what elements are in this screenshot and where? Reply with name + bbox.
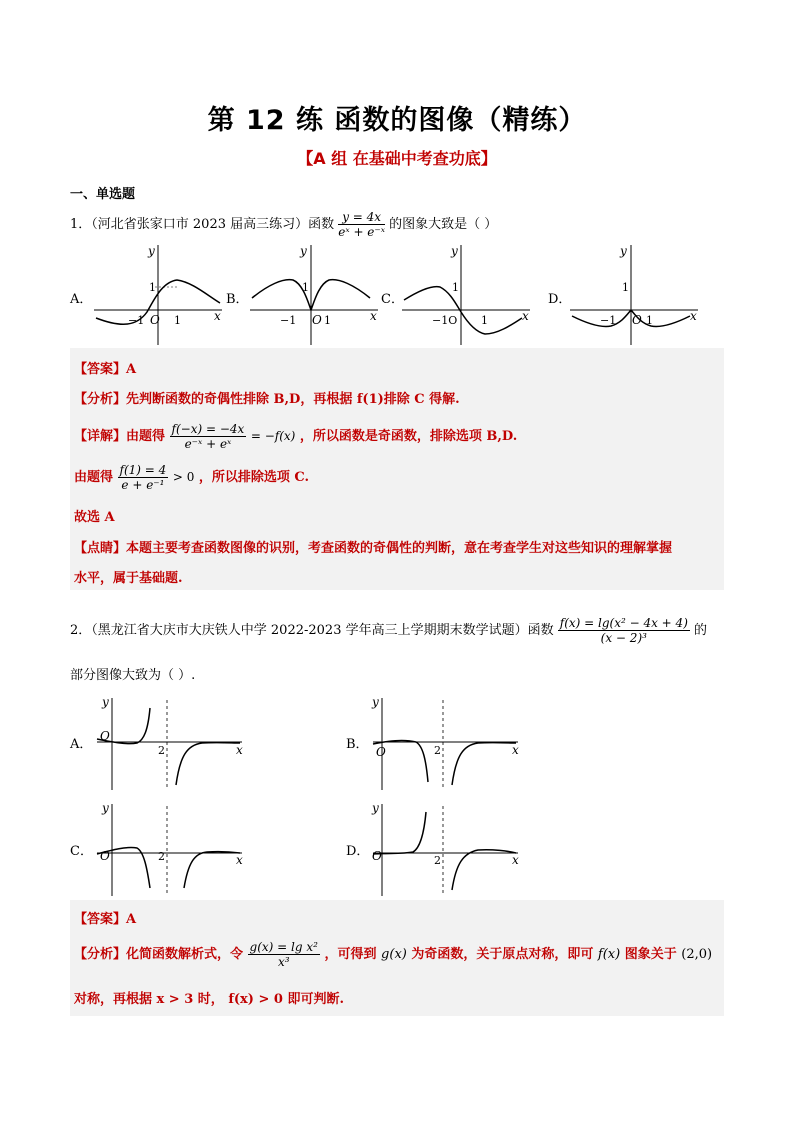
tick-1: 1 <box>646 314 653 327</box>
q2-option-c-label: C． <box>70 844 93 859</box>
tick-neg1: −1 <box>280 314 297 327</box>
q2-graph-a <box>92 690 252 795</box>
q1-detail: 【详解】由题得 $\frac{f(-x) = -4x}{\text{e⁻ˣ + eˣ}}$ = −f(x) ，所以函数是奇函数，排除选项 B,D. <box>74 422 518 451</box>
tick-1: 1 <box>481 314 488 327</box>
tick-neg1: −1 <box>600 314 617 327</box>
origin: O <box>632 313 642 327</box>
q1-choice: 故选 A <box>74 510 115 525</box>
q1-formula: $\frac{y = 4x}{\text{eˣ + e⁻ˣ}}$ <box>338 210 386 239</box>
q2-option-a-label: A． <box>70 737 93 752</box>
x-label: x <box>522 309 529 323</box>
q1-comment-2: 水平，属于基础题. <box>74 571 183 586</box>
tick-2: 2 <box>434 854 441 867</box>
q2-analysis-formula: $\frac{\text{g(x) = lg x²}}{\text{x³}}$ <box>249 940 318 969</box>
y-label: y <box>372 695 379 709</box>
q2-formula: $\frac{\text{f(x) = lg(x² − 4x + 4)}}{\text{(x − 2)³}}$ <box>559 616 688 645</box>
tick-1: 1 <box>302 281 309 294</box>
q2-option-d-label: D． <box>346 844 370 859</box>
page-title: 第 12 练 函数的图像（精练） <box>207 105 587 136</box>
q1-option-b-label: B． <box>226 292 249 307</box>
q1-line2: 由题得 $\frac{f(1) = 4}{\text{e + e⁻¹}}$ > 0 ，所以排除选项 C. <box>74 463 310 492</box>
tick-2: 2 <box>434 744 441 757</box>
section-heading: 一、单选题 <box>70 187 136 202</box>
q2-analysis-mid2: 为奇函数，关于原点对称，即可 <box>411 947 594 962</box>
q1-answer: 【答案】A <box>74 362 137 377</box>
q2-stem-pre: 2．（黑龙江省大庆市大庆铁人中学 2022-2023 学年高三上学期期末数学试题）函数 <box>70 623 554 638</box>
q1-graph-a <box>92 240 227 348</box>
q2-analysis-mid3: 图象关于 <box>624 947 677 962</box>
x-label: x <box>690 309 697 323</box>
x-label: x <box>236 743 243 757</box>
q2-option-b-label: B． <box>346 737 369 752</box>
origin: O <box>372 849 382 863</box>
q2-point: (2,0) <box>681 947 713 962</box>
q1-detail-formula: $\frac{f(-x) = -4x}{\text{e⁻ˣ + eˣ}}$ <box>171 422 245 451</box>
q1-graph-b <box>248 240 383 348</box>
tick-1: 1 <box>622 281 629 294</box>
origin: O <box>150 313 160 327</box>
y-label: y <box>451 244 458 258</box>
q2-fx: f(x) <box>597 947 621 962</box>
q1-analysis: 【分析】先判断函数的奇偶性排除 B,D，再根据 f(1)排除 C 得解. <box>74 392 460 407</box>
y-label: y <box>102 801 109 815</box>
q1-option-d-label: D． <box>548 292 572 307</box>
q1-stem-pre: 1．（河北省张家口市 2023 届高三练习）函数 <box>70 217 335 232</box>
q1-graph-d <box>568 240 703 348</box>
q1-stem-post: 的图象大致是（ ） <box>389 217 498 232</box>
origin: O <box>100 729 110 743</box>
x-label: x <box>512 853 519 867</box>
y-label: y <box>372 801 379 815</box>
tick-2: 2 <box>158 850 165 863</box>
question-2-stem <box>70 616 730 645</box>
q1-line2-pre: 由题得 <box>74 470 114 485</box>
tick-neg1-origin: −1O <box>432 314 458 327</box>
q1-detail-label: 【详解】由题得 <box>74 429 166 444</box>
q2-graph-c <box>92 798 252 898</box>
question-1-stem <box>70 210 730 239</box>
q1-detail-tail: ，所以函数是奇函数，排除选项 B,D. <box>299 429 518 444</box>
q2-analysis-pre: 【分析】化简函数解析式，令 <box>74 947 244 962</box>
q1-line2-tail: ，所以排除选项 C. <box>198 470 310 485</box>
x-label: x <box>214 309 221 323</box>
q2-analysis-line2: 对称，再根据 x > 3 时， f(x) > 0 即可判断. <box>74 992 345 1007</box>
origin: O <box>312 313 322 327</box>
q2-stem-line2: 部分图像大致为（ ）. <box>70 668 196 683</box>
tick-neg1: −1 <box>128 314 145 327</box>
q2-gx: g(x) <box>381 947 407 962</box>
q2-graph-b <box>368 690 528 795</box>
y-label: y <box>102 695 109 709</box>
x-label: x <box>370 309 377 323</box>
x-label: x <box>236 853 243 867</box>
tick-2: 2 <box>158 744 165 757</box>
group-heading: 【A 组 在基础中考查功底】 <box>297 149 497 168</box>
tick-1: 1 <box>174 314 181 327</box>
x-label: x <box>512 743 519 757</box>
tick-1: 1 <box>324 314 331 327</box>
q1-option-c-label: C． <box>381 292 404 307</box>
tick-1: 1 <box>149 281 156 294</box>
q2-graph-d <box>368 798 528 898</box>
origin: O <box>100 849 110 863</box>
y-label: y <box>620 244 627 258</box>
q2-answer: 【答案】A <box>74 912 137 927</box>
q1-graph-c <box>400 240 535 348</box>
q2-stem-post: 的 <box>694 623 708 638</box>
tick-1: 1 <box>452 281 459 294</box>
y-label: y <box>300 244 307 258</box>
y-label: y <box>148 244 155 258</box>
q2-analysis <box>74 940 722 969</box>
q1-line2-formula: $\frac{f(1) = 4}{\text{e + e⁻¹}}$ <box>119 463 167 492</box>
q1-option-a-label: A． <box>70 292 93 307</box>
origin: O <box>376 745 386 759</box>
q1-comment-1: 【点睛】本题主要考查函数图像的识别，考查函数的奇偶性的判断，意在考查学生对这些知识的理解掌握 <box>74 541 673 556</box>
q2-analysis-mid: ，可得到 <box>324 947 377 962</box>
